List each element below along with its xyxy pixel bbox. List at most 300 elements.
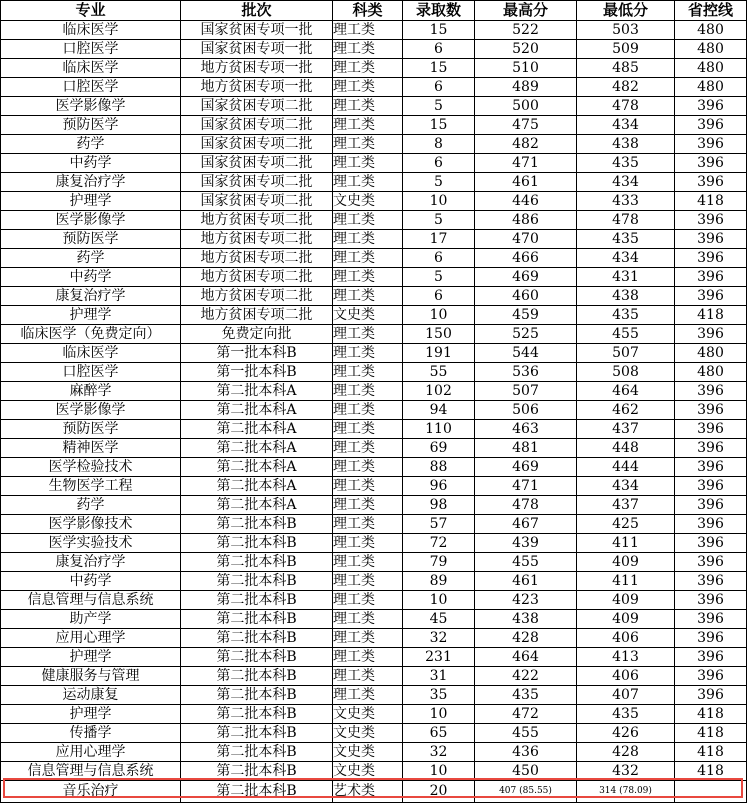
cell-max-score: 455 xyxy=(475,724,577,743)
cell-category: 理工类 xyxy=(333,78,403,97)
cell-max-score: 506 xyxy=(475,401,577,420)
cell-min-score: 438 xyxy=(577,135,675,154)
table-row xyxy=(1,249,747,268)
cell-batch: 国家贫困专项一批 xyxy=(181,40,333,59)
cell-min-score: 434 xyxy=(577,477,675,496)
table-row xyxy=(1,705,747,724)
table-row xyxy=(1,325,747,344)
table-row xyxy=(1,173,747,192)
cell-batch: 第二批本科B xyxy=(181,629,333,648)
cell-major: 音乐治疗 xyxy=(1,781,181,803)
cell-min-score: 431 xyxy=(577,268,675,287)
cell-admitted: 6 xyxy=(403,249,475,268)
cell-min-score: 434 xyxy=(577,249,675,268)
table-row xyxy=(1,268,747,287)
cell-category: 理工类 xyxy=(333,610,403,629)
cell-control-line: 396 xyxy=(675,249,747,268)
cell-max-score: 428 xyxy=(475,629,577,648)
cell-max-score: 486 xyxy=(475,211,577,230)
cell-max-score: 436 xyxy=(475,743,577,762)
cell-control-line: 396 xyxy=(675,401,747,420)
cell-max-score: 510 xyxy=(475,59,577,78)
cell-admitted: 10 xyxy=(403,762,475,781)
cell-category: 理工类 xyxy=(333,401,403,420)
cell-max-score: 475 xyxy=(475,116,577,135)
cell-category: 理工类 xyxy=(333,211,403,230)
cell-major: 医学检验技术 xyxy=(1,458,181,477)
cell-min-score: 509 xyxy=(577,40,675,59)
table-row xyxy=(1,287,747,306)
table-row-highlighted xyxy=(1,781,747,803)
cell-batch: 地方贫困专项二批 xyxy=(181,211,333,230)
cell-category: 理工类 xyxy=(333,230,403,249)
table-row xyxy=(1,515,747,534)
table-row xyxy=(1,477,747,496)
cell-major: 临床医学（免费定向） xyxy=(1,325,181,344)
cell-max-score: 466 xyxy=(475,249,577,268)
cell-major: 生物医学工程 xyxy=(1,477,181,496)
cell-major: 康复治疗学 xyxy=(1,173,181,192)
cell-category: 理工类 xyxy=(333,553,403,572)
cell-major: 药学 xyxy=(1,135,181,154)
cell-admitted: 15 xyxy=(403,59,475,78)
cell-major: 医学实验技术 xyxy=(1,534,181,553)
cell-admitted: 96 xyxy=(403,477,475,496)
cell-major: 运动康复 xyxy=(1,686,181,705)
cell-batch: 第二批本科B xyxy=(181,515,333,534)
cell-major: 口腔医学 xyxy=(1,363,181,382)
cell-min-score: 435 xyxy=(577,306,675,325)
table-row xyxy=(1,116,747,135)
cell-category: 理工类 xyxy=(333,40,403,59)
cell-control-line: 396 xyxy=(675,230,747,249)
cell-control-line: 396 xyxy=(675,458,747,477)
cell-batch: 国家贫困专项二批 xyxy=(181,135,333,154)
cell-category: 理工类 xyxy=(333,287,403,306)
cell-batch: 第二批本科B xyxy=(181,743,333,762)
cell-batch: 第一批本科B xyxy=(181,344,333,363)
cell-major: 临床医学 xyxy=(1,344,181,363)
table-row xyxy=(1,743,747,762)
cell-max-score: 469 xyxy=(475,268,577,287)
cell-major: 预防医学 xyxy=(1,230,181,249)
cell-control-line: 396 xyxy=(675,667,747,686)
cell-category: 理工类 xyxy=(333,344,403,363)
cell-major: 精神医学 xyxy=(1,439,181,458)
cell-max-score: 438 xyxy=(475,610,577,629)
cell-control-line: 480 xyxy=(675,40,747,59)
cell-min-score: 462 xyxy=(577,401,675,420)
cell-min-score: 435 xyxy=(577,154,675,173)
cell-min-score: 413 xyxy=(577,648,675,667)
cell-category: 理工类 xyxy=(333,325,403,344)
cell-batch: 地方贫困专项二批 xyxy=(181,306,333,325)
cell-admitted: 102 xyxy=(403,382,475,401)
table-row xyxy=(1,211,747,230)
cell-admitted: 98 xyxy=(403,496,475,515)
table-row xyxy=(1,648,747,667)
cell-max-score: 439 xyxy=(475,534,577,553)
header-max-score: 最高分 xyxy=(475,1,577,21)
cell-batch: 第二批本科B xyxy=(181,610,333,629)
cell-category: 文史类 xyxy=(333,306,403,325)
cell-admitted: 8 xyxy=(403,135,475,154)
cell-min-score: 444 xyxy=(577,458,675,477)
cell-category: 文史类 xyxy=(333,762,403,781)
cell-batch: 第二批本科B xyxy=(181,534,333,553)
cell-major: 预防医学 xyxy=(1,116,181,135)
cell-min-score: 435 xyxy=(577,705,675,724)
cell-admitted: 110 xyxy=(403,420,475,439)
cell-major: 康复治疗学 xyxy=(1,287,181,306)
table-row xyxy=(1,344,747,363)
cell-category: 理工类 xyxy=(333,382,403,401)
cell-batch: 第二批本科A xyxy=(181,458,333,477)
cell-category: 理工类 xyxy=(333,534,403,553)
cell-major: 康复治疗学 xyxy=(1,553,181,572)
cell-control-line: 418 xyxy=(675,724,747,743)
cell-min-score: 507 xyxy=(577,344,675,363)
cell-admitted: 94 xyxy=(403,401,475,420)
cell-max-score: 435 xyxy=(475,686,577,705)
cell-control-line: 396 xyxy=(675,116,747,135)
cell-min-score: 411 xyxy=(577,572,675,591)
cell-control-line: 480 xyxy=(675,363,747,382)
cell-min-score: 485 xyxy=(577,59,675,78)
cell-max-score: 536 xyxy=(475,363,577,382)
cell-batch: 第二批本科B xyxy=(181,781,333,803)
header-major: 专业 xyxy=(1,1,181,21)
cell-category: 理工类 xyxy=(333,116,403,135)
cell-control-line: 396 xyxy=(675,439,747,458)
cell-batch: 地方贫困专项二批 xyxy=(181,287,333,306)
cell-batch: 第二批本科A xyxy=(181,439,333,458)
cell-major: 应用心理学 xyxy=(1,629,181,648)
cell-admitted: 10 xyxy=(403,192,475,211)
cell-batch: 第二批本科B xyxy=(181,648,333,667)
cell-control-line: 396 xyxy=(675,325,747,344)
cell-max-score: 463 xyxy=(475,420,577,439)
cell-admitted: 35 xyxy=(403,686,475,705)
cell-admitted: 55 xyxy=(403,363,475,382)
cell-min-score: 503 xyxy=(577,21,675,40)
header-control-line: 省控线 xyxy=(675,1,747,21)
cell-max-score: 500 xyxy=(475,97,577,116)
table-row xyxy=(1,534,747,553)
cell-admitted: 57 xyxy=(403,515,475,534)
cell-control-line: 480 xyxy=(675,78,747,97)
cell-major: 护理学 xyxy=(1,192,181,211)
cell-admitted: 89 xyxy=(403,572,475,591)
table-row xyxy=(1,724,747,743)
cell-admitted: 5 xyxy=(403,268,475,287)
cell-admitted: 6 xyxy=(403,287,475,306)
table-row xyxy=(1,135,747,154)
cell-min-score: 437 xyxy=(577,496,675,515)
cell-control-line xyxy=(675,781,747,803)
cell-admitted: 10 xyxy=(403,705,475,724)
cell-min-score: 508 xyxy=(577,363,675,382)
cell-control-line: 418 xyxy=(675,306,747,325)
cell-min-score: 434 xyxy=(577,173,675,192)
table-body xyxy=(1,21,747,803)
cell-admitted: 72 xyxy=(403,534,475,553)
cell-min-score: 478 xyxy=(577,211,675,230)
table-row xyxy=(1,591,747,610)
cell-admitted: 65 xyxy=(403,724,475,743)
cell-min-score: 428 xyxy=(577,743,675,762)
cell-max-score: 450 xyxy=(475,762,577,781)
cell-batch: 第二批本科B xyxy=(181,724,333,743)
cell-major: 预防医学 xyxy=(1,420,181,439)
header-admitted: 录取数 xyxy=(403,1,475,21)
cell-major: 传播学 xyxy=(1,724,181,743)
table-header-row xyxy=(1,1,747,21)
table-row xyxy=(1,762,747,781)
cell-control-line: 396 xyxy=(675,477,747,496)
cell-major: 中药学 xyxy=(1,572,181,591)
cell-admitted: 15 xyxy=(403,116,475,135)
cell-min-score: 435 xyxy=(577,230,675,249)
cell-max-score: 489 xyxy=(475,78,577,97)
cell-admitted: 10 xyxy=(403,306,475,325)
cell-max-score: 472 xyxy=(475,705,577,724)
cell-min-score: 464 xyxy=(577,382,675,401)
cell-major: 应用心理学 xyxy=(1,743,181,762)
cell-control-line: 396 xyxy=(675,553,747,572)
cell-min-score: 482 xyxy=(577,78,675,97)
cell-max-score: 471 xyxy=(475,154,577,173)
cell-major: 麻醉学 xyxy=(1,382,181,401)
cell-control-line: 418 xyxy=(675,743,747,762)
cell-category: 理工类 xyxy=(333,249,403,268)
cell-min-score: 407 xyxy=(577,686,675,705)
cell-control-line: 396 xyxy=(675,420,747,439)
cell-batch: 第二批本科B xyxy=(181,591,333,610)
cell-category: 文史类 xyxy=(333,705,403,724)
cell-max-score: 481 xyxy=(475,439,577,458)
cell-category: 理工类 xyxy=(333,458,403,477)
cell-control-line: 396 xyxy=(675,135,747,154)
cell-max-score: 471 xyxy=(475,477,577,496)
cell-control-line: 418 xyxy=(675,705,747,724)
cell-major: 临床医学 xyxy=(1,21,181,40)
cell-control-line: 480 xyxy=(675,59,747,78)
cell-category: 理工类 xyxy=(333,515,403,534)
cell-batch: 第二批本科A xyxy=(181,401,333,420)
cell-min-score: 411 xyxy=(577,534,675,553)
cell-control-line: 396 xyxy=(675,572,747,591)
cell-admitted: 5 xyxy=(403,173,475,192)
cell-admitted: 45 xyxy=(403,610,475,629)
cell-category: 理工类 xyxy=(333,268,403,287)
cell-max-score: 470 xyxy=(475,230,577,249)
cell-category: 理工类 xyxy=(333,477,403,496)
table-row xyxy=(1,192,747,211)
header-category: 科类 xyxy=(333,1,403,21)
cell-control-line: 396 xyxy=(675,496,747,515)
cell-min-score: 432 xyxy=(577,762,675,781)
cell-max-score: 461 xyxy=(475,572,577,591)
cell-major: 护理学 xyxy=(1,648,181,667)
cell-category: 理工类 xyxy=(333,21,403,40)
table-row xyxy=(1,21,747,40)
cell-max-score: 446 xyxy=(475,192,577,211)
cell-category: 理工类 xyxy=(333,59,403,78)
cell-category: 理工类 xyxy=(333,135,403,154)
cell-batch: 第二批本科A xyxy=(181,496,333,515)
cell-control-line: 396 xyxy=(675,211,747,230)
cell-major: 护理学 xyxy=(1,705,181,724)
cell-min-score: 425 xyxy=(577,515,675,534)
cell-control-line: 396 xyxy=(675,629,747,648)
cell-batch: 第二批本科B xyxy=(181,572,333,591)
cell-admitted: 17 xyxy=(403,230,475,249)
cell-min-score: 314 (78.09) xyxy=(577,781,675,803)
cell-min-score: 409 xyxy=(577,591,675,610)
cell-major: 医学影像学 xyxy=(1,401,181,420)
cell-admitted: 32 xyxy=(403,629,475,648)
cell-max-score: 460 xyxy=(475,287,577,306)
table-row xyxy=(1,610,747,629)
cell-category: 理工类 xyxy=(333,629,403,648)
cell-control-line: 396 xyxy=(675,686,747,705)
cell-admitted: 5 xyxy=(403,211,475,230)
cell-batch: 地方贫困专项一批 xyxy=(181,78,333,97)
cell-max-score: 469 xyxy=(475,458,577,477)
cell-min-score: 455 xyxy=(577,325,675,344)
cell-max-score: 464 xyxy=(475,648,577,667)
cell-admitted: 32 xyxy=(403,743,475,762)
cell-admitted: 6 xyxy=(403,78,475,97)
cell-admitted: 5 xyxy=(403,97,475,116)
cell-min-score: 426 xyxy=(577,724,675,743)
table-row xyxy=(1,382,747,401)
cell-admitted: 231 xyxy=(403,648,475,667)
cell-admitted: 88 xyxy=(403,458,475,477)
cell-category: 理工类 xyxy=(333,154,403,173)
table-row xyxy=(1,363,747,382)
cell-category: 理工类 xyxy=(333,97,403,116)
cell-admitted: 10 xyxy=(403,591,475,610)
cell-control-line: 396 xyxy=(675,268,747,287)
cell-admitted: 15 xyxy=(403,21,475,40)
cell-control-line: 418 xyxy=(675,762,747,781)
cell-batch: 第二批本科B xyxy=(181,553,333,572)
cell-admitted: 6 xyxy=(403,40,475,59)
cell-batch: 国家贫困专项二批 xyxy=(181,154,333,173)
cell-max-score: 422 xyxy=(475,667,577,686)
cell-max-score: 544 xyxy=(475,344,577,363)
cell-batch: 第二批本科A xyxy=(181,382,333,401)
cell-major: 药学 xyxy=(1,496,181,515)
cell-batch: 第二批本科A xyxy=(181,477,333,496)
cell-control-line: 396 xyxy=(675,97,747,116)
table-row xyxy=(1,686,747,705)
cell-max-score: 407 (85.55) xyxy=(475,781,577,803)
cell-max-score: 507 xyxy=(475,382,577,401)
table-row xyxy=(1,306,747,325)
cell-major: 助产学 xyxy=(1,610,181,629)
cell-min-score: 406 xyxy=(577,629,675,648)
table-row xyxy=(1,667,747,686)
cell-major: 中药学 xyxy=(1,268,181,287)
cell-min-score: 409 xyxy=(577,610,675,629)
cell-admitted: 20 xyxy=(403,781,475,803)
cell-max-score: 525 xyxy=(475,325,577,344)
cell-category: 文史类 xyxy=(333,743,403,762)
cell-category: 理工类 xyxy=(333,439,403,458)
cell-major: 医学影像学 xyxy=(1,97,181,116)
cell-major: 医学影像学 xyxy=(1,211,181,230)
cell-batch: 第二批本科B xyxy=(181,686,333,705)
cell-control-line: 396 xyxy=(675,154,747,173)
cell-major: 医学影像技术 xyxy=(1,515,181,534)
table-row xyxy=(1,572,747,591)
cell-min-score: 448 xyxy=(577,439,675,458)
cell-major: 中药学 xyxy=(1,154,181,173)
cell-min-score: 433 xyxy=(577,192,675,211)
cell-control-line: 396 xyxy=(675,382,747,401)
table-row xyxy=(1,154,747,173)
cell-max-score: 522 xyxy=(475,21,577,40)
cell-batch: 国家贫困专项二批 xyxy=(181,173,333,192)
cell-major: 口腔医学 xyxy=(1,40,181,59)
cell-batch: 第二批本科B xyxy=(181,762,333,781)
cell-control-line: 418 xyxy=(675,192,747,211)
cell-min-score: 478 xyxy=(577,97,675,116)
header-min-score: 最低分 xyxy=(577,1,675,21)
cell-category: 文史类 xyxy=(333,724,403,743)
table-row xyxy=(1,553,747,572)
table-row xyxy=(1,40,747,59)
table-row xyxy=(1,97,747,116)
cell-max-score: 520 xyxy=(475,40,577,59)
cell-category: 理工类 xyxy=(333,496,403,515)
table-row xyxy=(1,496,747,515)
cell-category: 理工类 xyxy=(333,173,403,192)
cell-control-line: 396 xyxy=(675,173,747,192)
cell-max-score: 459 xyxy=(475,306,577,325)
cell-admitted: 79 xyxy=(403,553,475,572)
cell-control-line: 480 xyxy=(675,21,747,40)
cell-min-score: 437 xyxy=(577,420,675,439)
cell-admitted: 191 xyxy=(403,344,475,363)
cell-admitted: 69 xyxy=(403,439,475,458)
cell-control-line: 396 xyxy=(675,648,747,667)
cell-batch: 国家贫困专项一批 xyxy=(181,21,333,40)
cell-category: 理工类 xyxy=(333,420,403,439)
table-row xyxy=(1,439,747,458)
cell-max-score: 455 xyxy=(475,553,577,572)
cell-batch: 免费定向批 xyxy=(181,325,333,344)
table-row xyxy=(1,59,747,78)
cell-batch: 地方贫困专项二批 xyxy=(181,249,333,268)
cell-batch: 国家贫困专项二批 xyxy=(181,97,333,116)
cell-major: 信息管理与信息系统 xyxy=(1,762,181,781)
cell-category: 理工类 xyxy=(333,363,403,382)
table-row xyxy=(1,78,747,97)
cell-control-line: 480 xyxy=(675,344,747,363)
cell-category: 理工类 xyxy=(333,686,403,705)
cell-control-line: 396 xyxy=(675,591,747,610)
cell-category: 理工类 xyxy=(333,648,403,667)
cell-category: 文史类 xyxy=(333,192,403,211)
table-row xyxy=(1,420,747,439)
table-row xyxy=(1,458,747,477)
cell-min-score: 409 xyxy=(577,553,675,572)
cell-admitted: 150 xyxy=(403,325,475,344)
